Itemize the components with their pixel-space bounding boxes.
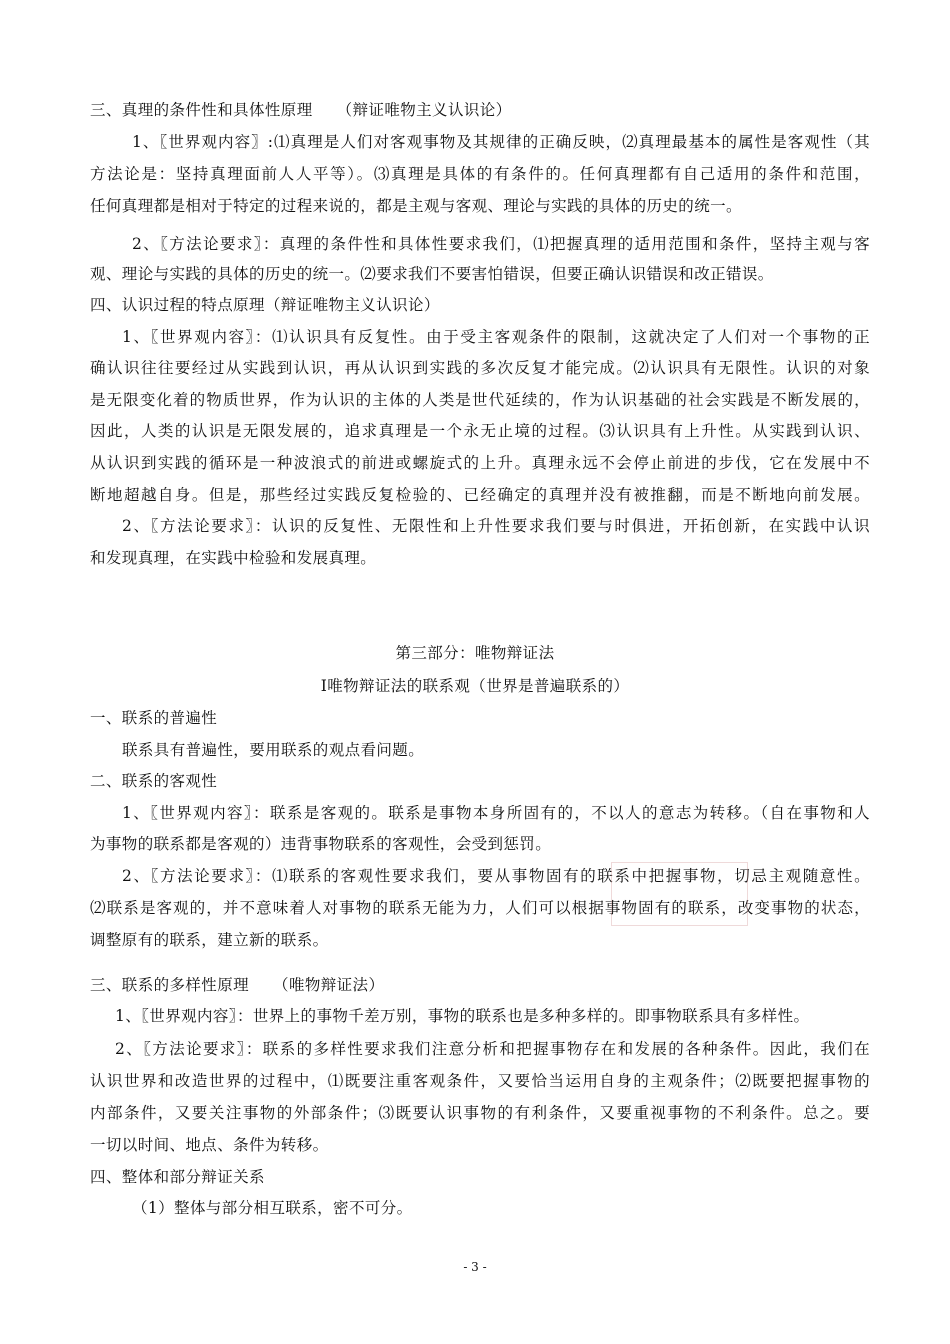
paragraph-line: 调整原有的联系，建立新的联系。 <box>90 931 329 949</box>
part-title: 第三部分：唯物辩证法 <box>395 644 555 662</box>
paragraph-line: （1）整体与部分相互联系，密不可分。 <box>132 1199 413 1217</box>
paragraph-line: 和发现真理，在实践中检验和发展真理。 <box>90 549 377 567</box>
paragraph-line: 确认识往往要经过从实践到认识，再从认识到实践的多次反复才能完成。⑵认识具有无限性。认识的对象 <box>90 359 870 377</box>
watermark-text <box>622 871 628 884</box>
heading-diversity: 三、联系的多样性原理 （唯物辩证法） <box>90 976 385 994</box>
heading-objectivity: 二、联系的客观性 <box>90 772 218 790</box>
paragraph-line: 联系具有普遍性，要用联系的观点看问题。 <box>122 741 425 759</box>
paragraph-line: 认识世界和改造世界的过程中，⑴既要注重客观条件，又要恰当运用自身的主观条件；⑵既要把握事物的 <box>90 1072 870 1090</box>
paragraph-line: 1、〖世界观内容〗：⑴认识具有反复性。由于受主客观条件的限制，这就决定了人们对一个事物的正 <box>122 328 870 346</box>
paragraph-line: 是无限变化着的物质世界，作为认识的主体的人类是世代延续的，作为认识基础的社会实践是不断发展的， <box>90 391 870 409</box>
paragraph-line: 1、〖世界观内容〗:⑴真理是人们对客观事物及其规律的正确反映，⑵真理最基本的属性是客观性（其 <box>132 133 870 151</box>
paragraph-line: 内部条件，又要关注事物的外部条件；⑶既要认识事物的有利条件，又要重视事物的不利条件。总之。要 <box>90 1104 870 1122</box>
paragraph-line: 方法论是：坚持真理面前人人平等）。⑶真理是具体的有条件的。任何真理都有自己适用的条件和范围， <box>90 165 870 183</box>
heading-cognition-process: 四、认识过程的特点原理（辩证唯物主义认识论） <box>90 296 440 314</box>
paragraph-line: 2、〖方法论要求〗：认识的反复性、无限性和上升性要求我们要与时俱进，开拓创新，在实践中认识 <box>122 517 870 535</box>
paragraph-line: 2、〖方法论要求〗：联系的多样性要求我们注意分析和把握事物存在和发展的各种条件。因此，我们在 <box>115 1040 870 1058</box>
watermark-stamp <box>611 862 748 926</box>
paragraph-line: 为事物的联系都是客观的）违背事物联系的客观性，会受到惩罚。 <box>90 835 552 853</box>
paragraph-line: 任何真理都是相对于特定的过程来说的，都是主观与客观、理论与实践的具体的历史的统一。 <box>90 197 742 215</box>
paragraph-line: 2、〖方法论要求〗：⑴联系的客观性要求我们，要从事物固有的联系中把握事物，切忌主观随意性。 <box>122 867 870 885</box>
paragraph-line: ⑵联系是客观的，并不意味着人对事物的联系无能为力，人们可以根据事物固有的联系，改变事物的状态， <box>90 899 870 917</box>
heading-universality: 一、联系的普遍性 <box>90 709 218 727</box>
heading-whole-and-part: 四、整体和部分辩证关系 <box>90 1168 265 1186</box>
paragraph-line: 一切以时间、地点、条件为转移。 <box>90 1136 329 1154</box>
paragraph-line: 1、〖世界观内容〗：世界上的事物千差万别，事物的联系也是多种多样的。即事物联系具有多样性。 <box>115 1007 810 1025</box>
heading-truth-conditions: 三、真理的条件性和具体性原理 （辩证唯物主义认识论） <box>90 101 512 119</box>
paragraph-line: 因此，人类的认识是无限发展的，追求真理是一个永无止境的过程。⑶认识具有上升性。从实践到认识、 <box>90 422 870 440</box>
paragraph-line: 从认识到实践的循环是一种波浪式的前进或螺旋式的上升。真理永远不会停止前进的步伐，它在发展中不 <box>90 454 870 472</box>
paragraph-line: 断地超越自身。但是，那些经过实践反复检验的、已经确定的真理并没有被推翻，而是不断地向前发展。 <box>90 486 870 504</box>
paragraph-line: 2、〖方法论要求〗：真理的条件性和具体性要求我们，⑴把握真理的适用范围和条件，坚持主观与客 <box>132 235 870 253</box>
paragraph-line: 1、〖世界观内容〗：联系是客观的。联系是事物本身所固有的，不以人的意志为转移。（自在事物和人 <box>122 804 870 822</box>
paragraph-line: 观、理论与实践的具体的历史的统一。⑵要求我们不要害怕错误，但要正确认识错误和改正错误。 <box>90 265 774 283</box>
section-title: Ⅰ唯物辩证法的联系观（世界是普遍联系的） <box>320 677 630 695</box>
page-number: - 3 - <box>463 1260 487 1274</box>
